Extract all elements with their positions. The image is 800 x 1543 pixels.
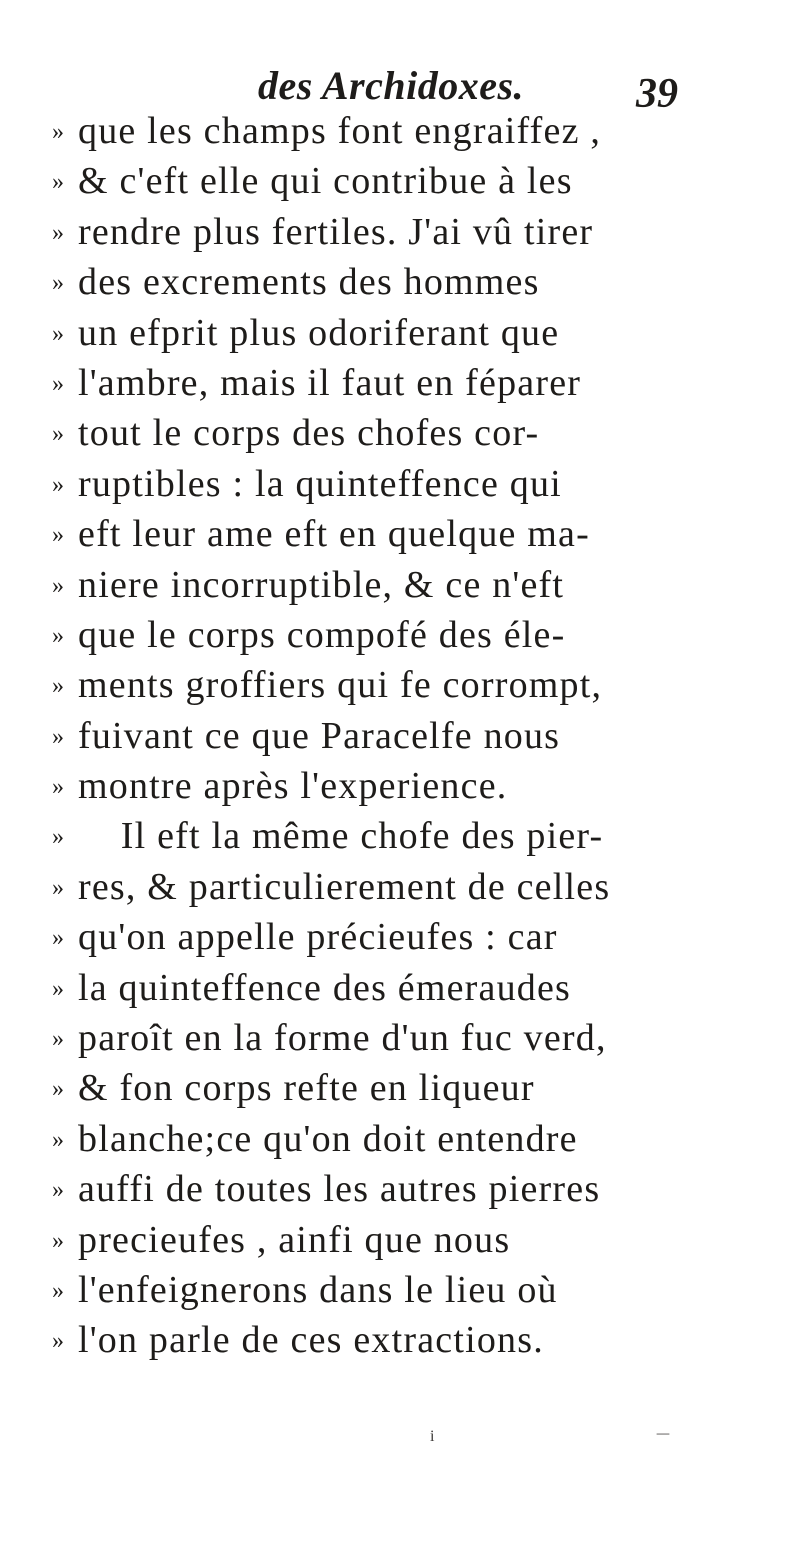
line-text: montre après l'experience. xyxy=(78,765,508,808)
text-line xyxy=(52,660,752,710)
text-line xyxy=(52,963,752,1013)
line-text: la quinteffence des émeraudes xyxy=(78,966,572,1009)
line-text: & c'eft elle qui contribue à les xyxy=(78,160,573,203)
quotation-mark: » xyxy=(52,925,64,952)
text-line xyxy=(52,408,752,458)
line-text: auffi de toutes les autres pierres xyxy=(78,1168,601,1211)
line-text: un efprit plus odoriferant que xyxy=(78,311,560,354)
text-line xyxy=(52,257,752,307)
quotation-mark: » xyxy=(52,1026,64,1053)
text-line xyxy=(52,156,752,206)
text-line xyxy=(52,761,752,811)
line-text: & fon corps refte en liqueur xyxy=(78,1067,535,1110)
quotation-mark: » xyxy=(52,975,64,1002)
line-text: que le corps compofé des éle- xyxy=(78,613,566,656)
text-line xyxy=(52,560,752,610)
line-text: eft leur ame eft en quelque ma- xyxy=(78,513,590,556)
catchword: — xyxy=(656,1426,670,1442)
text-line xyxy=(52,106,752,156)
line-text: que les champs font engraiffez , xyxy=(78,110,602,152)
quotation-mark: » xyxy=(52,270,64,297)
text-line xyxy=(52,358,752,408)
text-line xyxy=(52,1315,752,1365)
body-text xyxy=(52,106,752,1366)
line-text: ruptibles : la quinteffence qui xyxy=(78,462,562,505)
quotation-mark: » xyxy=(52,119,64,145)
text-line xyxy=(52,862,752,912)
text-line xyxy=(52,1114,752,1164)
text-line xyxy=(52,610,752,660)
text-line xyxy=(52,1265,752,1315)
line-text: blanche;ce qu'on doit entendre xyxy=(78,1117,578,1160)
quotation-mark: » xyxy=(52,471,64,498)
line-text: precieufes , ainfi que nous xyxy=(78,1218,511,1261)
text-line xyxy=(52,912,752,962)
quotation-mark: » xyxy=(52,1227,64,1254)
text-line xyxy=(52,207,752,257)
quotation-mark: » xyxy=(52,169,64,196)
quotation-mark: » xyxy=(52,219,64,246)
line-text: fuivant ce que Paracelfe nous xyxy=(78,714,561,757)
quotation-mark: » xyxy=(52,723,64,750)
text-line xyxy=(52,509,752,559)
line-text: des excrements des hommes xyxy=(78,261,540,304)
text-line xyxy=(52,459,752,509)
text-line xyxy=(52,1215,752,1265)
line-text: tout le corps des chofes cor- xyxy=(78,412,540,455)
line-text: Il eft la même chofe des pier- xyxy=(78,815,604,858)
quotation-mark: » xyxy=(52,370,64,397)
text-line xyxy=(52,1164,752,1214)
quotation-mark: » xyxy=(52,1076,64,1103)
quotation-mark: » xyxy=(52,824,64,851)
quotation-mark: » xyxy=(52,874,64,901)
line-text: niere incorruptible, & ce n'eft xyxy=(78,563,565,606)
line-text: l'on parle de ces extractions. xyxy=(78,1319,544,1362)
running-head: des Archidoxes. xyxy=(258,63,525,108)
quotation-mark: » xyxy=(52,1126,64,1153)
page-number: 39 xyxy=(636,71,678,117)
signature-mark: i xyxy=(430,1428,435,1445)
text-line xyxy=(52,1013,752,1063)
quotation-mark: » xyxy=(52,522,64,549)
line-text: res, & particulierement de celles xyxy=(78,865,611,908)
quotation-mark: » xyxy=(52,1328,64,1355)
text-line xyxy=(52,811,752,861)
quotation-mark: » xyxy=(52,1177,64,1204)
quotation-mark: » xyxy=(52,320,64,347)
quotation-mark: » xyxy=(52,572,64,599)
line-text: paroît en la forme d'un fuc verd, xyxy=(78,1017,607,1060)
quotation-mark: » xyxy=(52,421,64,448)
line-text: l'ambre, mais il faut en féparer xyxy=(78,361,582,404)
quotation-mark: » xyxy=(52,673,64,700)
quotation-mark: » xyxy=(52,622,64,649)
quotation-mark: » xyxy=(52,774,64,801)
line-text: l'enfeignerons dans le lieu où xyxy=(78,1268,558,1311)
text-line xyxy=(52,711,752,761)
text-line xyxy=(52,308,752,358)
line-text: qu'on appelle précieufes : car xyxy=(78,916,558,959)
line-text: ments groffiers qui fe corrompt, xyxy=(78,664,603,707)
line-text: rendre plus fertiles. J'ai vû tirer xyxy=(78,210,594,253)
quotation-mark: » xyxy=(52,1277,64,1304)
text-line xyxy=(52,1063,752,1113)
